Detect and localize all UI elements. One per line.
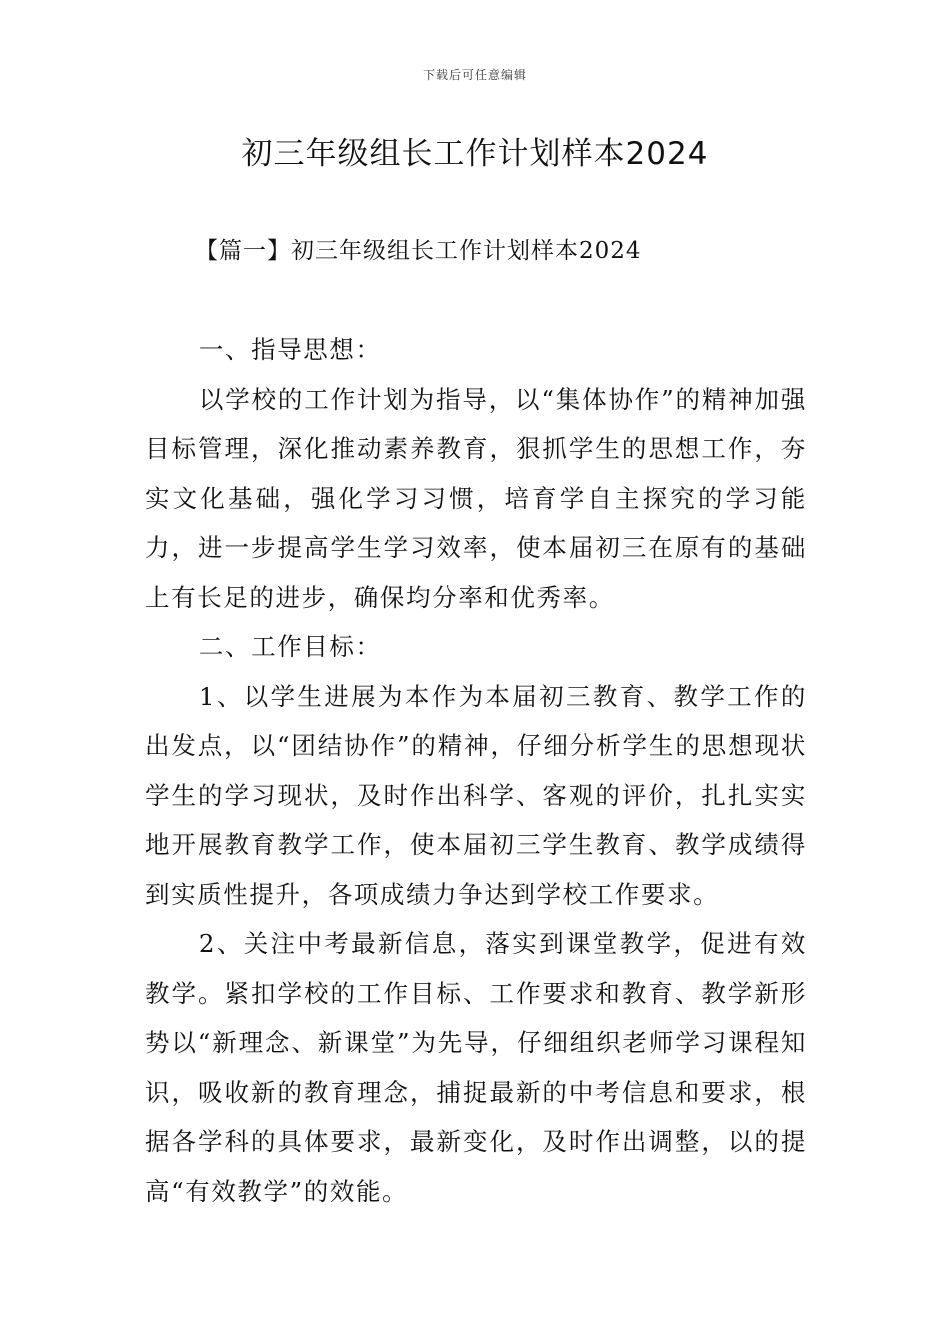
paragraph-heading-guiding-thought: 一、指导思想： bbox=[198, 335, 382, 364]
document-title: 初三年级组长工作计划样本2024 bbox=[241, 136, 709, 172]
paragraph: 2、关注中考最新信息，落实到课堂教学，促进有效教学。紧扣学校的工作目标、工作要求和教育、教学新形势以“新理念、新课堂”为先导，仔细组织老师学习课程知识，吸收新的教育理念，捕捉最新的中考信息和要求，根据各学科的具体要求，最新变化，及时作出调整，以的提高“有效教学”的效能。 bbox=[145, 929, 807, 1206]
section-subtitle: 【篇一】初三年级组长工作计划样本2024 bbox=[195, 238, 642, 264]
paragraph: 以学校的工作计划为指导，以“集体协作”的精神加强目标管理，深化推动素养教育，狠抓学生的思想工作，夯实文化基础，强化学习习惯，培育学自主探究的学习能力，进一步提高学生学习效率，使本届初三在原有的基础上有长足的进步，确保均分率和优秀率。 bbox=[145, 384, 807, 612]
paragraph-heading-work-goals: 二、工作目标： bbox=[198, 632, 382, 661]
document-body bbox=[145, 325, 807, 1216]
header-note: 下载后可任意编辑 bbox=[422, 68, 527, 82]
paragraph: 1、以学生进展为本作为本届初三教育、教学工作的出发点，以“团结协作”的精神，仔细分析学生的思想现状学生的学习现状，及时作出科学、客观的评价，扎扎实实地开展教育教学工作，使本届初三学生教育、教学成绩得到实质性提升，各项成绩力争达到学校工作要求。 bbox=[145, 681, 807, 909]
